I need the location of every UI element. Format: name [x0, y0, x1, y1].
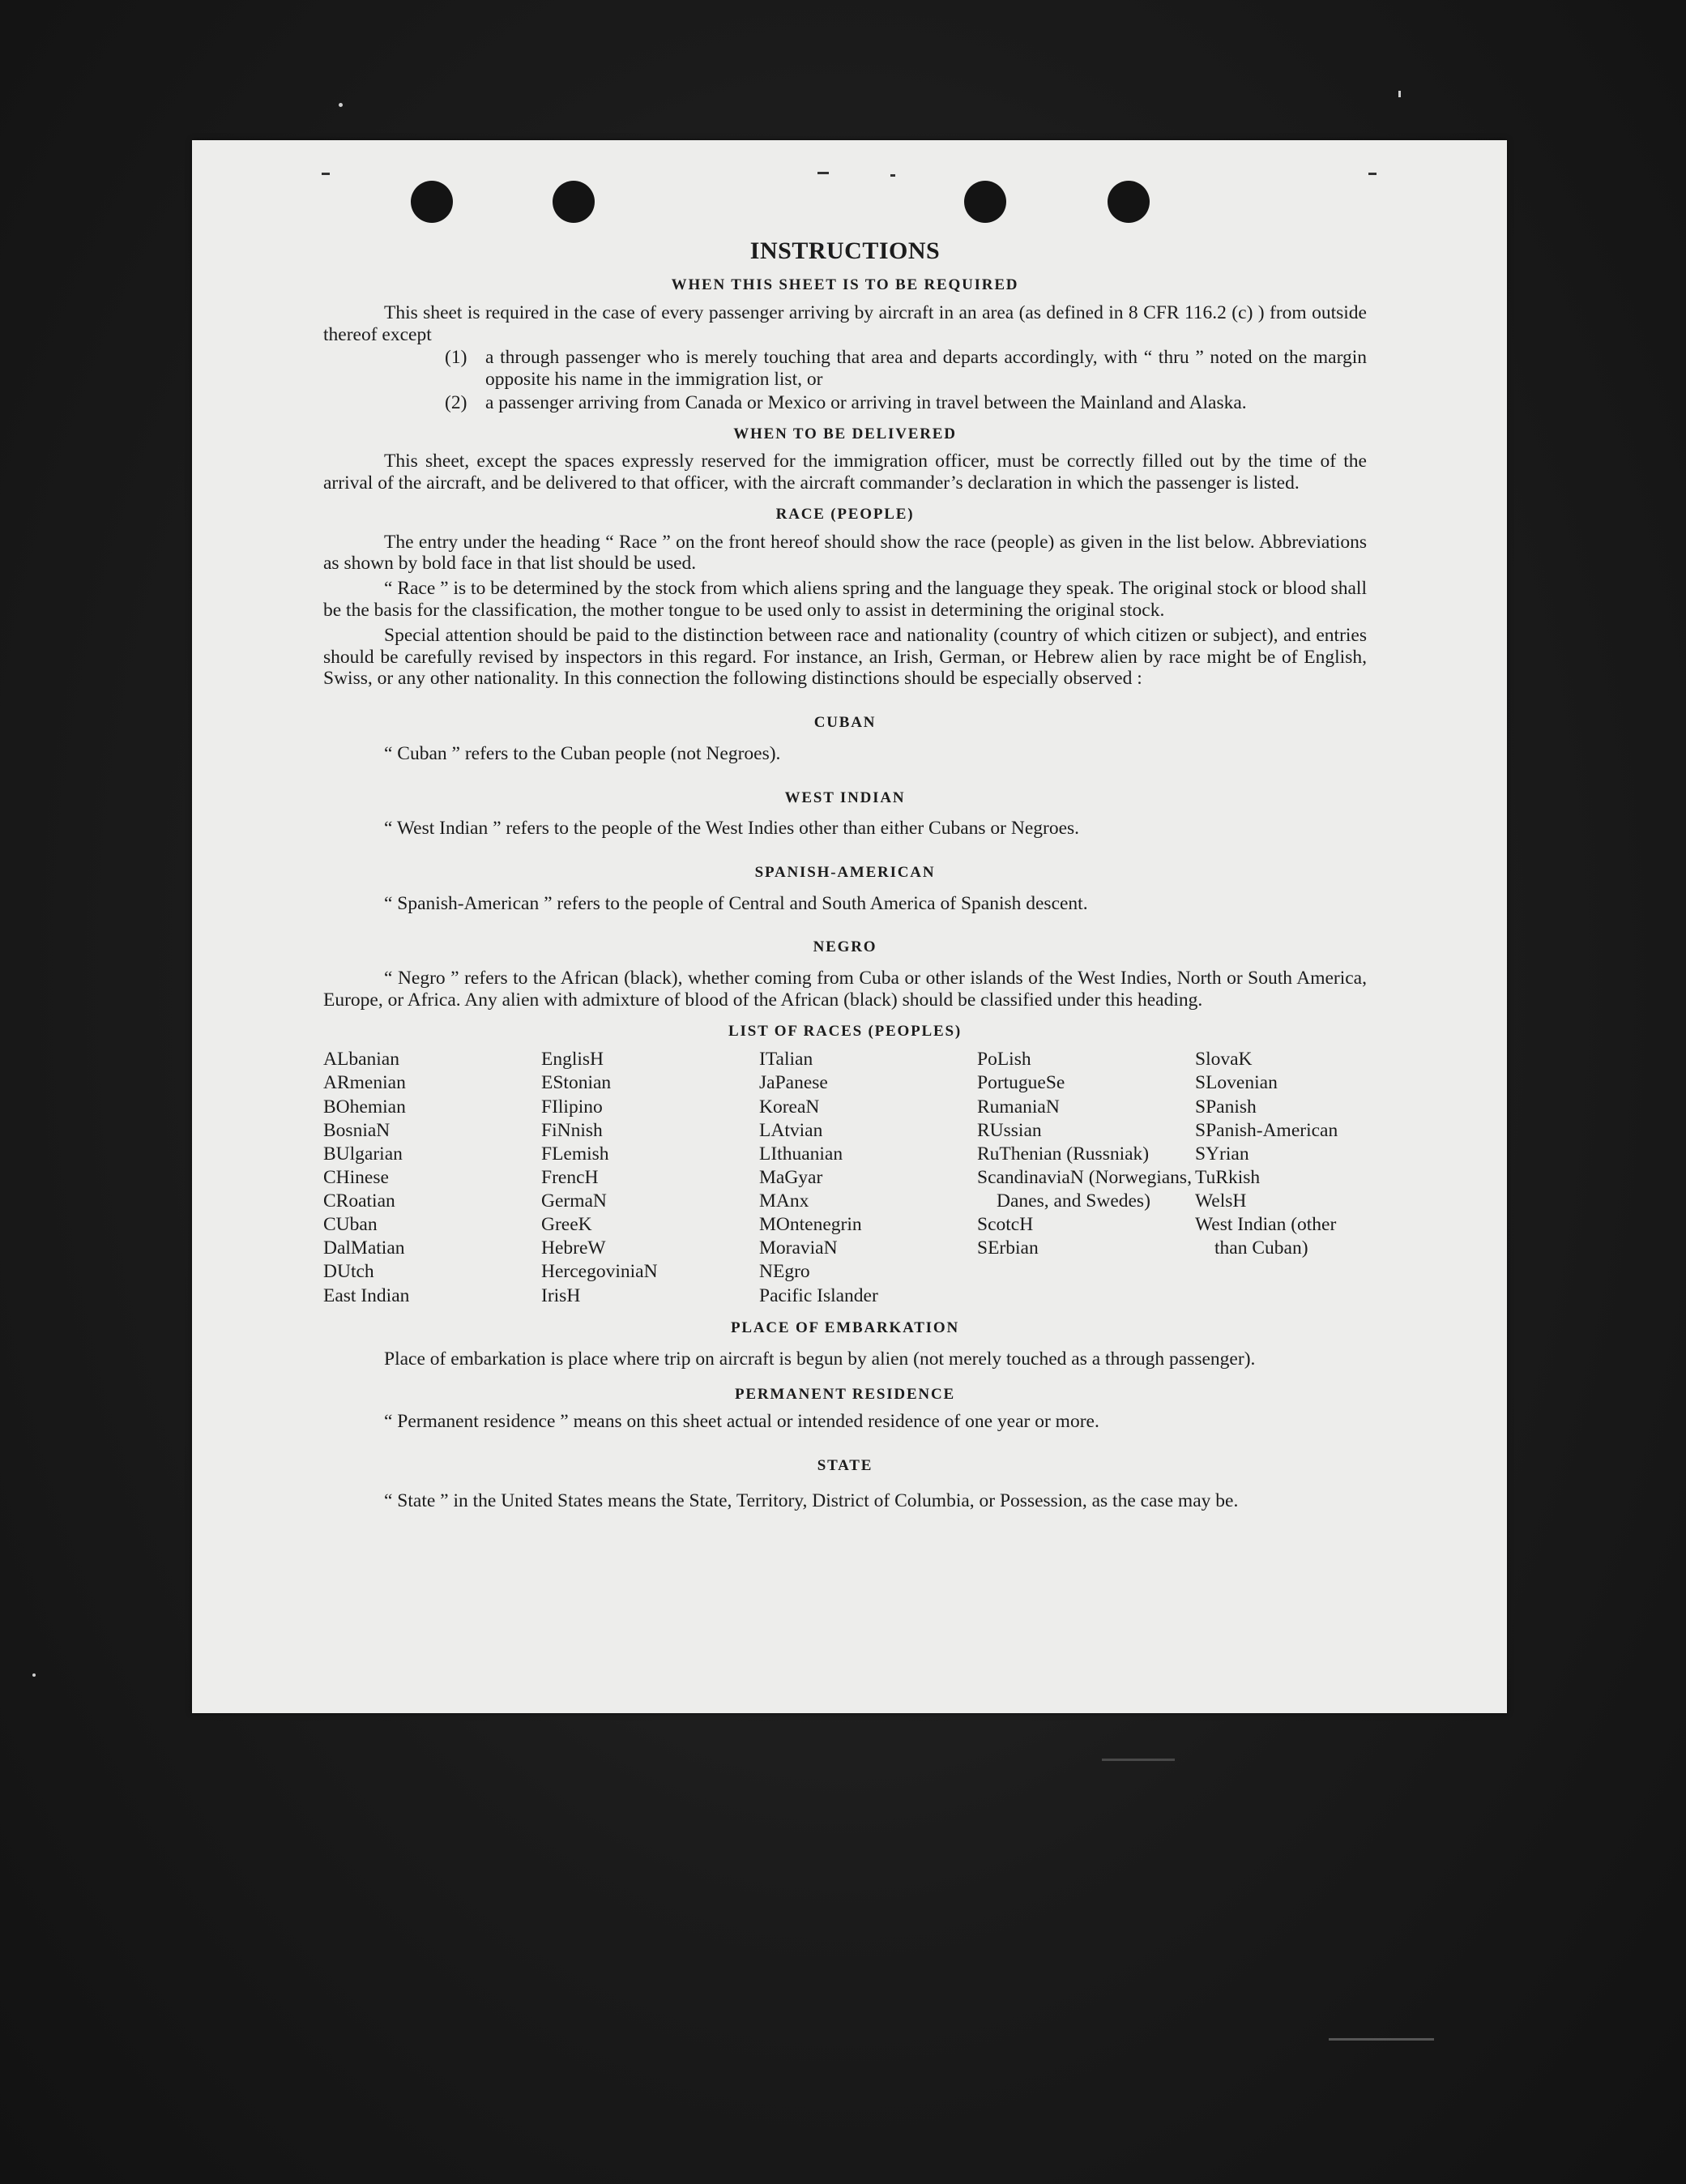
paragraph-state: “ State ” in the United States means the State, Territory, District of Columbia, or Possession, as the case may be. — [384, 1489, 1239, 1511]
heading-race: RACE (PEOPLE) — [775, 505, 915, 523]
exception-text: a passenger arriving from Canada or Mexico or arriving in travel between the Mainland and Alaska. — [485, 391, 1247, 413]
heading-negro: NEGRO — [813, 938, 877, 956]
heading-state: STATE — [817, 1457, 873, 1475]
race-entry: MaGyar — [759, 1166, 823, 1188]
exception-number: (1) — [445, 347, 467, 369]
exception-number: (2) — [445, 391, 467, 413]
race-entry: SErbian — [977, 1237, 1039, 1259]
race-entry: RumaniaN — [977, 1096, 1060, 1118]
race-entry: RuThenian (Russniak) — [977, 1143, 1150, 1165]
race-entry: BOhemian — [323, 1096, 406, 1118]
ink-speck — [322, 173, 330, 175]
race-entry: ARmenian — [323, 1072, 406, 1094]
race-entry: ScandinaviaN (Norwegians, Danes, and Swedes) — [977, 1166, 1192, 1212]
paragraph-race-2: “ Race ” is to be determined by the stock from which aliens spring and the language they speak. The original stock or blood shall be the basis for the classification, the mother tongue to be used only to assist in determining the original stock. — [323, 578, 1367, 621]
race-entry: SYrian — [1195, 1143, 1249, 1165]
dust-speck — [32, 1673, 36, 1677]
race-entry: MoraviaN — [759, 1237, 838, 1259]
race-entry: EnglisH — [541, 1049, 604, 1071]
race-entry: BosniaN — [323, 1119, 391, 1141]
dust-speck — [1102, 1759, 1175, 1761]
punch-hole — [964, 181, 1006, 223]
dust-speck — [1398, 91, 1401, 97]
race-entry: SLovenian — [1195, 1072, 1278, 1094]
races-column — [323, 1048, 541, 1307]
heading-spanish-american: SPANISH-AMERICAN — [754, 863, 936, 881]
race-entry: KoreaN — [759, 1096, 820, 1118]
race-entry: East Indian — [323, 1284, 410, 1306]
ink-speck — [817, 172, 829, 174]
race-entry: TuRkish — [1195, 1166, 1261, 1188]
race-entry: EStonian — [541, 1072, 612, 1094]
paragraph-race-3: Special attention should be paid to the distinction between race and nationality (country of which citizen or subject), and entries should be carefully revised by inspectors in this regard. For instance, an Irish, German, or Hebrew alien by race might be of English, Swiss, or any other nationality. In this connection the following distinctions should be especially observed : — [323, 624, 1367, 690]
races-table — [323, 1048, 1367, 1307]
document-sheet — [192, 140, 1507, 1713]
punch-hole — [411, 181, 453, 223]
race-entry: PortugueSe — [977, 1072, 1065, 1094]
race-entry: HercegoviniaN — [541, 1261, 658, 1283]
race-entry: BUlgarian — [323, 1143, 403, 1165]
race-entry: MOntenegrin — [759, 1214, 862, 1236]
race-entry: FrencH — [541, 1166, 599, 1188]
race-entry: IrisH — [541, 1284, 581, 1306]
paragraph-race-1: The entry under the heading “ Race ” on the front hereof should show the race (people) as given in the list below. Abbreviations as shown by bold face in that list should be used. — [323, 531, 1367, 575]
heading-cuban: CUBAN — [813, 714, 877, 732]
race-entry: MAnx — [759, 1190, 809, 1212]
paragraph-west-indian: “ West Indian ” refers to the people of the West Indies other than either Cubans or Negroes. — [384, 818, 1080, 840]
exception-item — [445, 392, 1367, 414]
races-column — [977, 1048, 1195, 1307]
race-entry: FiNnish — [541, 1119, 603, 1141]
paragraph-when-delivered: This sheet, except the spaces expressly reserved for the immigration officer, must be correctly filled out by the time of the arrival of the aircraft, and be delivered to that officer, with the aircraft commander’s declaration in which the passenger is listed. — [323, 451, 1367, 494]
race-entry: NEgro — [759, 1261, 810, 1283]
race-entry: ITalian — [759, 1049, 813, 1071]
race-entry: DalMatian — [323, 1237, 405, 1259]
races-column — [1195, 1048, 1367, 1307]
race-entry: GreeK — [541, 1214, 592, 1236]
races-column — [759, 1048, 977, 1307]
race-entry: RUssian — [977, 1119, 1042, 1141]
race-entry: CUban — [323, 1214, 378, 1236]
exception-text: a through passenger who is merely touching that area and departs accordingly, with “ thru ” noted on the margin opposite his name in the immigration list, or — [485, 347, 1367, 391]
paragraph-when-required: This sheet is required in the case of every passenger arriving by aircraft in an area (as defined in 8 CFR 116.2 (c) ) from outside thereof except — [323, 301, 1367, 345]
heading-when-required: WHEN THIS SHEET IS TO BE REQUIRED — [671, 276, 1019, 294]
document-title: INSTRUCTIONS — [749, 237, 941, 264]
heading-embarkation: PLACE OF EMBARKATION — [731, 1319, 959, 1336]
ink-speck — [1368, 173, 1377, 175]
ink-speck — [890, 174, 895, 177]
race-entry: WelsH — [1195, 1190, 1247, 1212]
heading-permanent-residence: PERMANENT RESIDENCE — [735, 1385, 955, 1403]
races-column — [541, 1048, 759, 1307]
paragraph-negro: “ Negro ” refers to the African (black), whether coming from Cuba or other islands of the West Indies, North or South America, Europe, or Africa. Any alien with admixture of blood of the African (black) should be classified under this heading. — [323, 968, 1367, 1011]
race-entry: West Indian (other than Cuban) — [1195, 1214, 1337, 1259]
punch-hole — [1108, 181, 1150, 223]
race-entry: FIlipino — [541, 1096, 603, 1118]
exception-list — [445, 347, 1367, 413]
race-entry: SPanish-American — [1195, 1119, 1338, 1141]
paragraph-spanish-american: “ Spanish-American ” refers to the people of Central and South America of Spanish descent. — [384, 892, 1088, 914]
race-entry: CHinese — [323, 1166, 389, 1188]
heading-west-indian: WEST INDIAN — [784, 789, 906, 806]
race-entry: ALbanian — [323, 1049, 399, 1071]
dust-speck — [1329, 2038, 1434, 2041]
heading-when-delivered: WHEN TO BE DELIVERED — [733, 425, 957, 442]
heading-list-of-races: LIST OF RACES (PEOPLES) — [728, 1022, 962, 1040]
punch-hole — [553, 181, 595, 223]
document-body — [323, 237, 1367, 1515]
race-entry: PoLish — [977, 1049, 1031, 1071]
race-entry: LAtvian — [759, 1119, 823, 1141]
race-entry: CRoatian — [323, 1190, 395, 1212]
exception-item — [445, 347, 1367, 391]
paragraph-embarkation: Place of embarkation is place where trip on aircraft is begun by alien (not merely touched as a through passenger). — [384, 1348, 1256, 1370]
race-entry: SPanish — [1195, 1096, 1257, 1118]
paragraph-cuban: “ Cuban ” refers to the Cuban people (not Negroes). — [384, 742, 781, 764]
race-entry: DUtch — [323, 1261, 374, 1283]
race-entry: JaPanese — [759, 1072, 828, 1094]
race-entry: GermaN — [541, 1190, 607, 1212]
race-entry: ScotcH — [977, 1214, 1034, 1236]
paragraph-permanent-residence: “ Permanent residence ” means on this sheet actual or intended residence of one year or more. — [384, 1411, 1099, 1433]
race-entry: Pacific Islander — [759, 1284, 878, 1306]
race-entry: FLemish — [541, 1143, 609, 1165]
race-entry: HebreW — [541, 1237, 606, 1259]
dust-speck — [339, 103, 343, 107]
race-entry: LIthuanian — [759, 1143, 843, 1165]
race-entry: SlovaK — [1195, 1049, 1253, 1071]
